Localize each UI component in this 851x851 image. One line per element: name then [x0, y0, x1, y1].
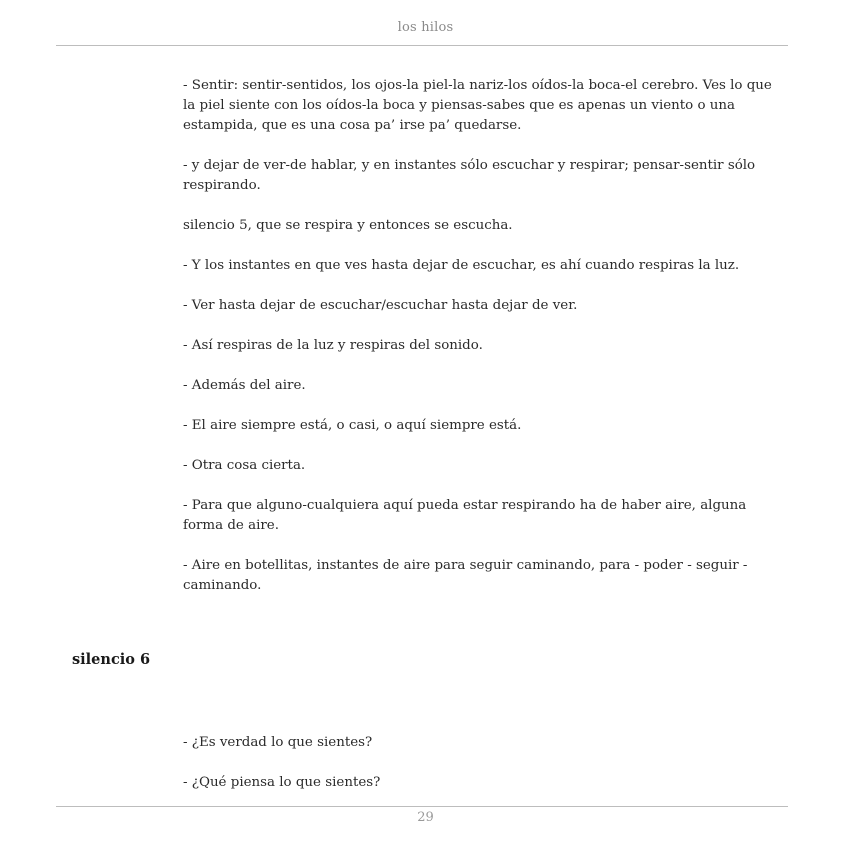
paragraph: silencio 5, que se respira y entonces se escucha. — [183, 218, 513, 233]
paragraph: - El aire siempre está, o casi, o aquí siempre está. — [183, 418, 522, 433]
paragraph: - Ver hasta dejar de escuchar/escuchar hasta dejar de ver. — [183, 298, 578, 313]
paragraph: - ¿Es verdad lo que sientes? — [183, 735, 373, 750]
paragraph: - y dejar de ver-de hablar, y en instantes sólo escuchar y respirar; pensar-sentir sólo respirando. — [183, 158, 756, 193]
page-number: 29 — [417, 810, 434, 825]
paragraph: - ¿Qué piensa lo que sientes? — [183, 775, 381, 790]
paragraph: - Y los instantes en que ves hasta dejar de escuchar, es ahí cuando respiras la luz. — [183, 258, 740, 273]
paragraph: - Sentir: sentir-sentidos, los ojos-la piel-la nariz-los oídos-la boca-el cerebro. Ves lo que la piel siente con los oídos-la boca y piensas-sabes que es apenas un viento o una estampida, que es una cosa pa’ irse pa’ quedarse. — [183, 78, 772, 133]
header-rule — [56, 45, 788, 46]
footer-rule — [56, 806, 788, 807]
body-text — [183, 76, 788, 616]
paragraph: - Además del aire. — [183, 378, 306, 393]
paragraph: - Así respiras de la luz y respiras del sonido. — [183, 338, 483, 353]
paragraph: - Otra cosa cierta. — [183, 458, 306, 473]
section-text — [183, 733, 788, 813]
paragraph: - Para que alguno-cualquiera aquí pueda estar respirando ha de haber aire, alguna forma de aire. — [183, 498, 747, 533]
section-heading: silencio 6 — [72, 651, 151, 668]
running-header: los hilos — [397, 20, 454, 35]
paragraph: - Aire en botellitas, instantes de aire para seguir caminando, para - poder - seguir - caminando. — [183, 558, 748, 593]
